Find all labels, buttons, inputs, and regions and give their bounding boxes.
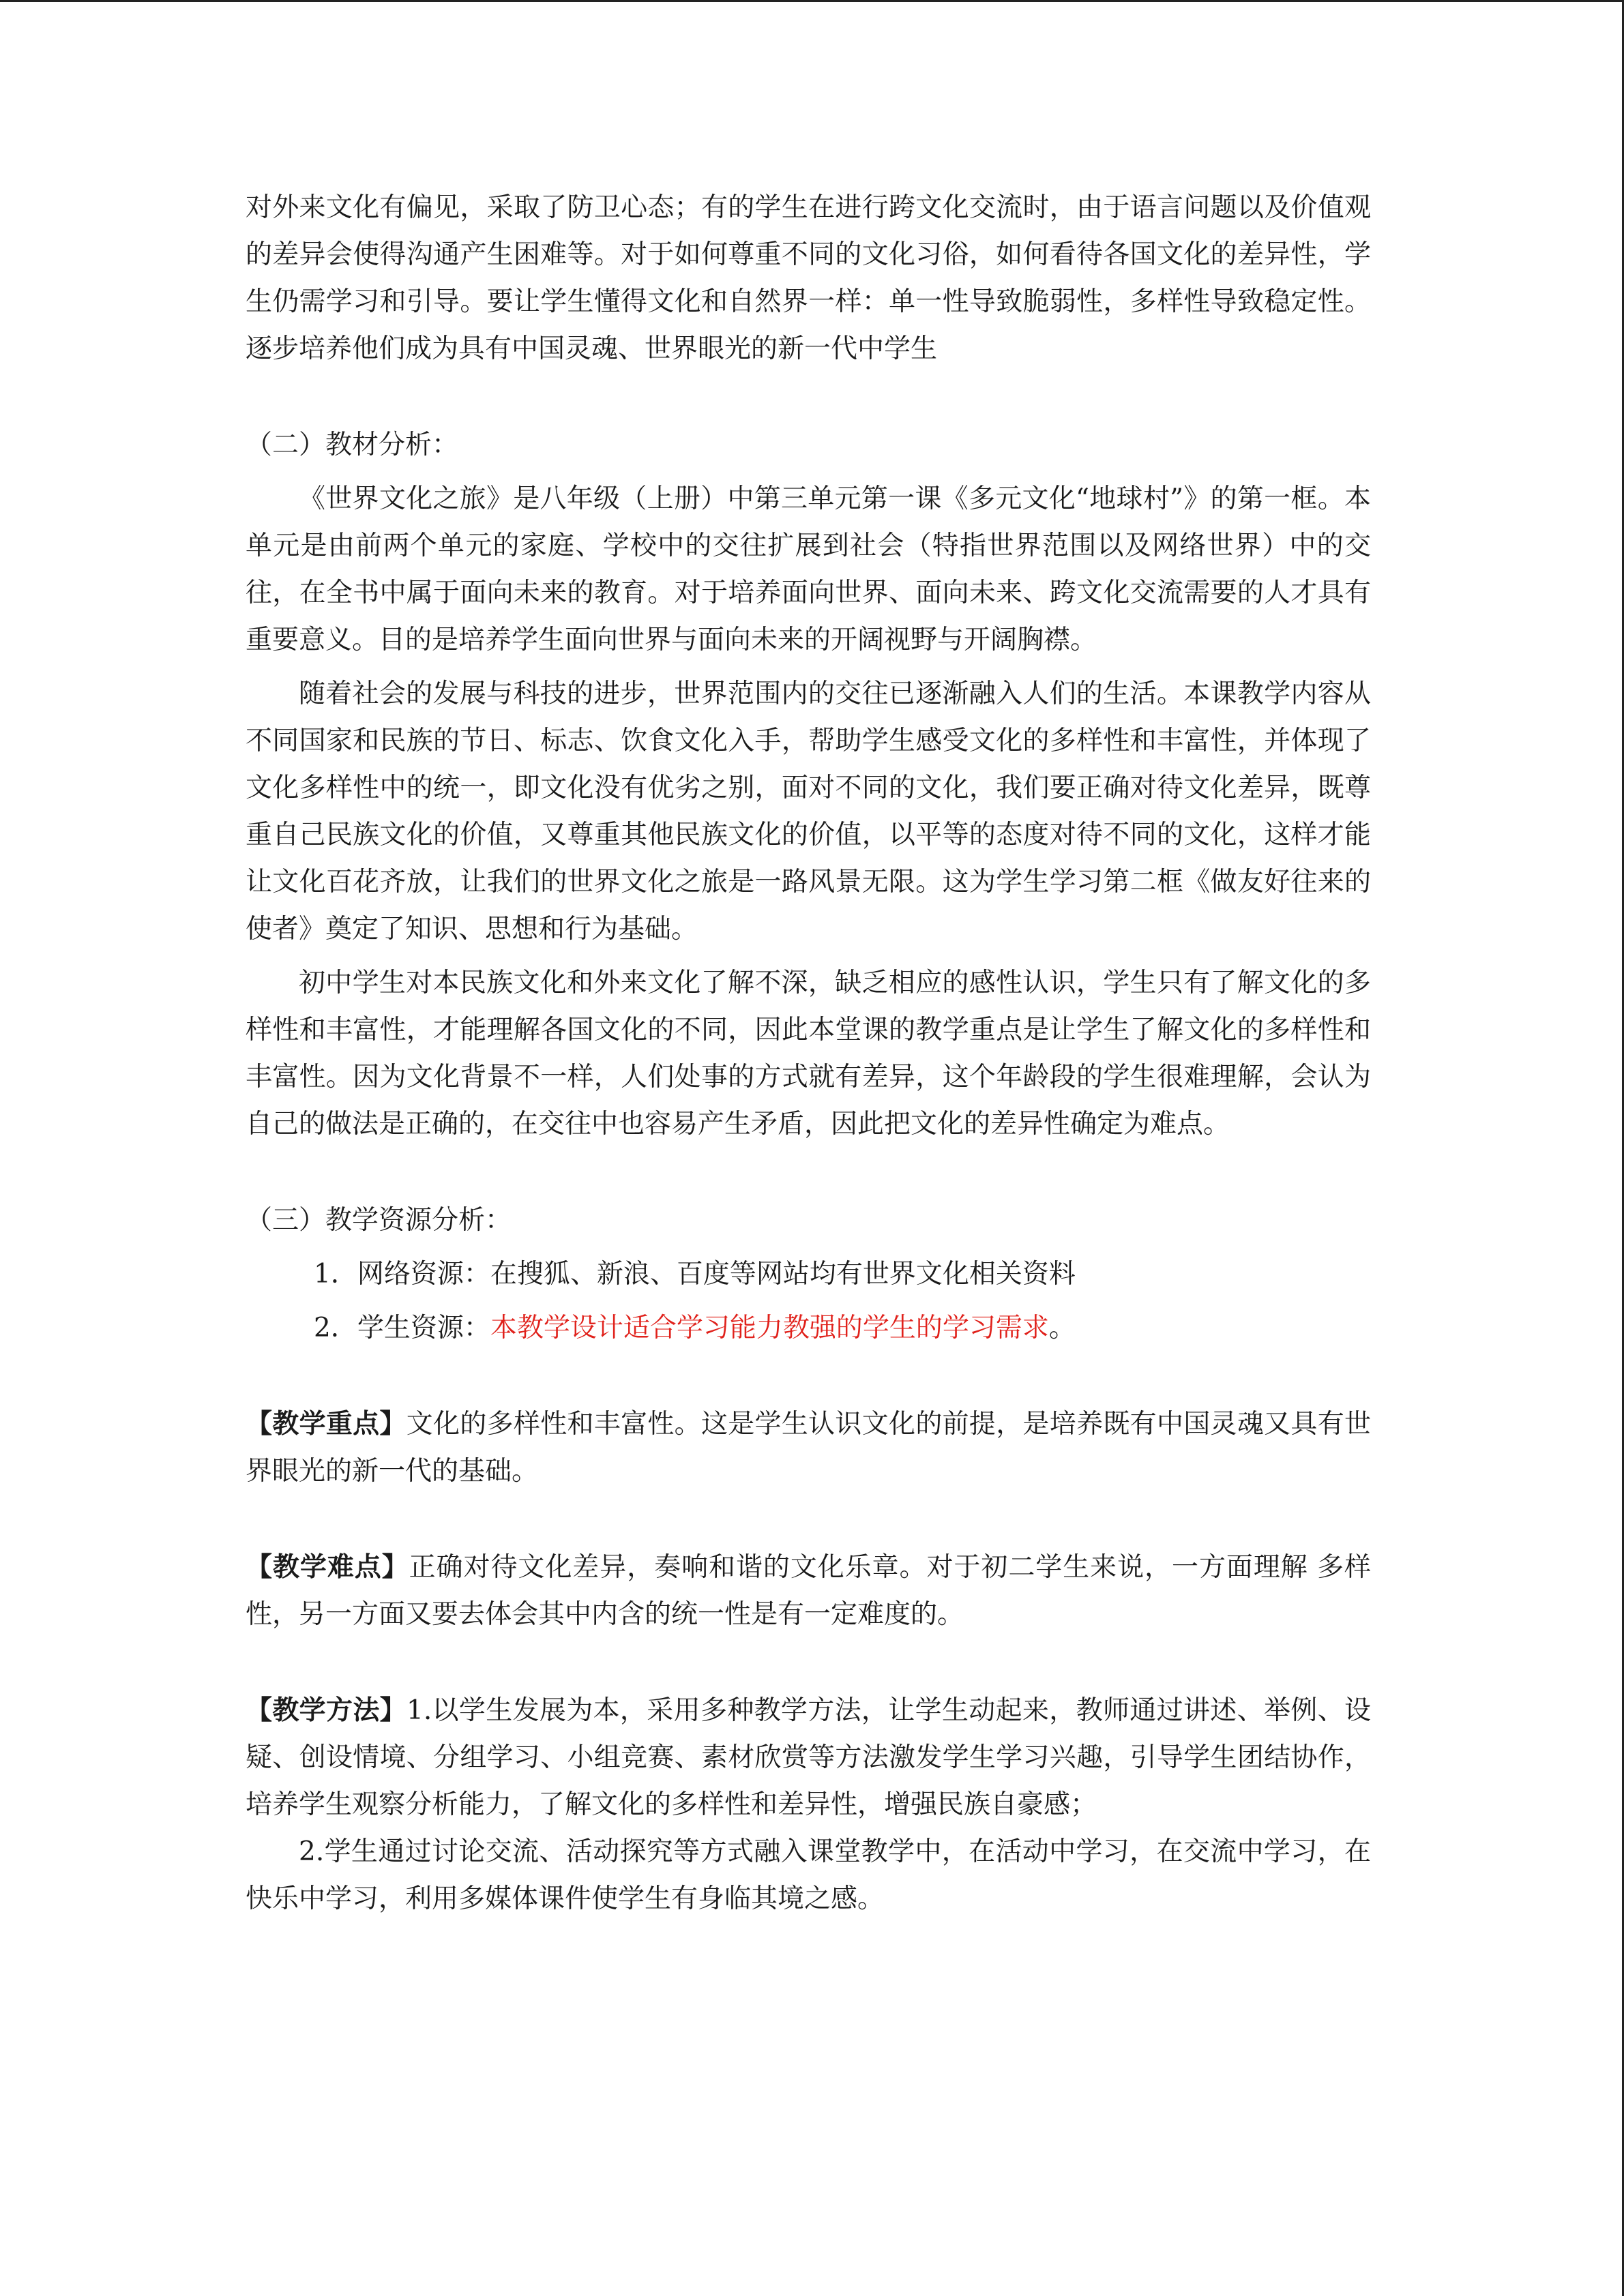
spacer: [246, 372, 1371, 421]
method-text-1: 1.以学生发展为本，采用多种教学方法，让学生动起来，教师通过讲述、举例、设疑、创设情境、分组学习、小组竞赛、素材欣赏等方法激发学生学习兴趣，引导学生团结协作，培养学生观察分析能力，了解文化的多样性和差异性，增强民族自豪感；: [246, 1695, 1371, 1820]
textbook-analysis-paragraph-2: 随着社会的发展与科技的进步，世界范围内的交往已逐渐融入人们的生活。本课教学内容从不同国家和民族的节日、标志、饮食文化入手，帮助学生感受文化的多样性和丰富性，并体现了文化多样性中的统一，即文化没有优劣之别，面对不同的文化，我们要正确对待文化差异，既尊重自己民族文化的价值，又尊重其他民族文化的价值，以平等的态度对待不同的文化，这样才能让文化百花齐放，让我们的世界文化之旅是一路风景无限。这为学生学习第二框《做友好往来的使者》奠定了知识、思想和行为基础。: [246, 679, 1371, 944]
key-point-text: 文化的多样性和丰富性。这是学生认识文化的前提，是培养既有中国灵魂又具有世界眼光的新一代的基础。: [246, 1409, 1371, 1487]
method-label: 【教学方法】: [246, 1695, 407, 1726]
textbook-analysis-paragraph-1: 《世界文化之旅》是八年级（上册）中第三单元第一课《多元文化“地球村”》的第一框。本单元是由前两个单元的家庭、学校中的交往扩展到社会（特指世界范围以及网络世界）中的交往，在全书中属于面向未来的教育。对于培养面向世界、面向未来、跨文化交流需要的人才具有重要意义。目的是培养学生面向世界与面向未来的开阔视野与开阔胸襟。: [246, 483, 1371, 655]
key-point-label: 【教学重点】: [246, 1408, 407, 1440]
resource-item-students-suffix: 。: [1048, 1313, 1076, 1343]
spacer: [246, 1638, 1371, 1687]
spacer: [246, 953, 1371, 959]
spacer: [246, 1244, 1371, 1251]
resource-item-students-prefix: 2．学生资源：: [314, 1313, 490, 1343]
resource-item-network: 1．网络资源：在搜狐、新浪、百度等网站均有世界文化相关资料: [314, 1259, 1076, 1289]
section-heading-resources: （三）教学资源分析：: [246, 1205, 512, 1236]
spacer: [246, 468, 1371, 475]
resource-item-students: [246, 1304, 1371, 1352]
method-paragraph-2: 2.学生通过讨论交流、活动探究等方式融入课堂教学中，在活动中学习，在交流中学习，在快乐中学习，利用多媒体课件使学生有身临其境之感。: [246, 1836, 1371, 1914]
textbook-analysis-paragraph-3: 初中学生对本民族文化和外来文化了解不深，缺乏相应的感性认识，学生只有了解文化的多样性和丰富性，才能理解各国文化的不同，因此本堂课的教学重点是让学生了解文化的多样性和丰富性。因为文化背景不一样，人们处事的方式就有差异，这个年龄段的学生很难理解，会认为自己的做法是正确的，在交往中也容易产生矛盾，因此把文化的差异性确定为难点。: [246, 968, 1371, 1139]
difficulty-text: 正确对待文化差异，奏响和谐的文化乐章。对于初二学生来说，一方面理解 多样性，另一方面又要去体会其中内含的统一性是有一定难度的。: [246, 1552, 1371, 1630]
spacer: [246, 1148, 1371, 1197]
document-body: [246, 184, 1371, 1922]
intro-paragraph: 对外来文化有偏见，采取了防卫心态；有的学生在进行跨文化交流时，由于语言问题以及价值观的差异会使得沟通产生困难等。对于如何尊重不同的文化习俗，如何看待各国文化的差异性，学生仍需学习和引导。要让学生懂得文化和自然界一样：单一性导致脆弱性，多样性导致稳定性。逐步培养他们成为具有中国灵魂、世界眼光的新一代中学生: [246, 192, 1371, 364]
section-heading-textbook-analysis: （二）教材分析：: [246, 430, 459, 460]
page-border-top: [0, 0, 1624, 2]
difficulty-label: 【教学难点】: [246, 1551, 409, 1583]
method-paragraph-1: [246, 1687, 1371, 1828]
spacer: [246, 1495, 1371, 1544]
key-point-paragraph: [246, 1401, 1371, 1495]
difficulty-paragraph: [246, 1544, 1371, 1638]
spacer: [246, 664, 1371, 670]
spacer: [246, 1352, 1371, 1401]
spacer: [246, 1298, 1371, 1304]
resource-item-students-highlight: 本教学设计适合学习能力教强的学生的学习需求: [490, 1313, 1049, 1343]
